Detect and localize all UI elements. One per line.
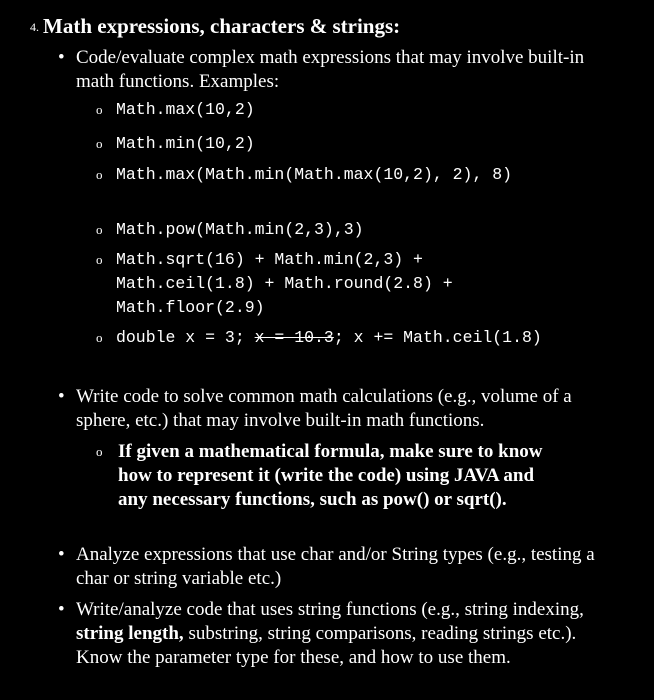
bullet-text-part: substring, string comparisons, reading strings etc.). Know the parameter type for these, and how to use them. (76, 623, 577, 668)
sub-bullet-icon: o (96, 330, 103, 345)
example-code: Math.max(10,2) (116, 100, 255, 119)
bullet-string-functions (58, 598, 598, 670)
example-item (96, 132, 566, 156)
bullet-text: Code/evaluate complex math expressions that may involve built-in math functions. Examples: (76, 47, 585, 92)
bullet-math-expressions (58, 46, 598, 94)
bullet-icon: • (58, 599, 65, 620)
section-title: Math expressions, characters & strings: (43, 14, 401, 38)
bullet-text-part: Write/analyze code that uses string functions (e.g., string indexing, (76, 599, 584, 620)
example-item (96, 248, 566, 320)
bullet-icon: • (58, 47, 65, 68)
example-item (96, 98, 566, 122)
bullet-icon: • (58, 544, 65, 565)
example-code: Math.sqrt(16) + Math.min(2,3) + Math.ceil(1.8) + Math.round(2.8) + Math.floor(2.9) (116, 250, 453, 317)
section-heading (30, 12, 400, 41)
formula-note (96, 440, 556, 512)
sub-bullet-icon: o (96, 102, 103, 117)
struck-code: x = 10.3 (254, 328, 334, 347)
formula-note-text: If given a mathematical formula, make sure to know how to represent it (write the code) using JAVA and any necessary functions, such as pow() or sqrt(). (118, 441, 543, 510)
bullet-math-calculations (58, 385, 598, 433)
example-code (96, 326, 566, 350)
bullet-icon: • (58, 386, 65, 407)
sub-bullet-icon: o (96, 444, 103, 459)
bullet-text: Analyze expressions that use char and/or String types (e.g., testing a char or string variable etc.) (76, 544, 595, 589)
sub-bullet-icon: o (96, 252, 103, 267)
bullet-text: Write code to solve common math calculations (e.g., volume of a sphere, etc.) that may involve built-in math functions. (76, 386, 572, 431)
example-code: Math.pow(Math.min(2,3),3) (116, 220, 364, 239)
sub-bullet-icon: o (96, 136, 103, 151)
bullet-text (58, 598, 598, 670)
example-code-part: ; x += Math.ceil(1.8) (333, 328, 542, 347)
example-item (96, 218, 566, 242)
bold-phrase: string length, (76, 623, 184, 644)
sub-bullet-icon: o (96, 167, 103, 182)
example-item (96, 163, 566, 187)
example-code: Math.max(Math.min(Math.max(10,2), 2), 8) (116, 165, 513, 184)
sub-bullet-icon: o (96, 222, 103, 237)
section-number: 4. (30, 20, 39, 34)
example-code: Math.min(10,2) (116, 134, 255, 153)
example-item (96, 326, 566, 350)
example-code-part: double x = 3; (116, 328, 255, 347)
bullet-char-string (58, 543, 598, 591)
